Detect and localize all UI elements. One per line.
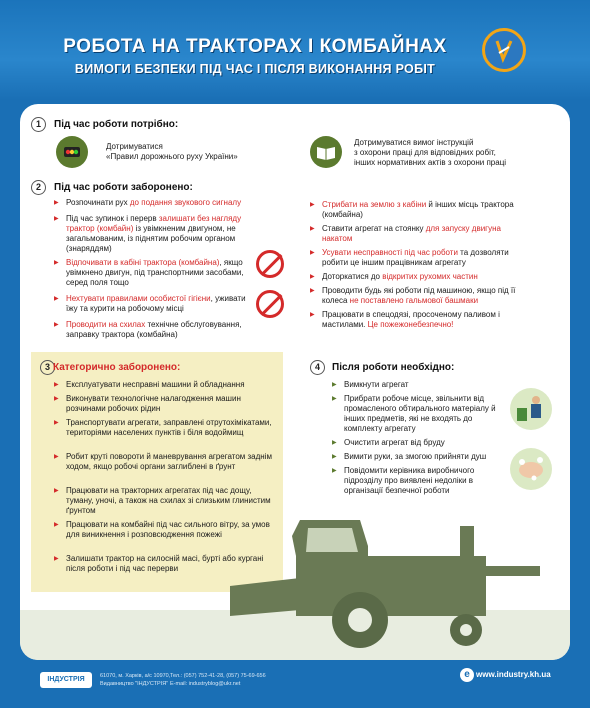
section-4-number: 4 — [310, 360, 325, 375]
section-1-left-line-2: «Правил дорожнього руху України» — [106, 152, 238, 161]
section-4-title: Після роботи необхідно: — [332, 362, 455, 373]
hand-washing-icon — [510, 448, 552, 490]
forbidden-item: ▶ Проводити будь які роботи під машиною, якщо під її колеса не поставлено гальмової башмаки — [310, 286, 532, 306]
footer-address-2: Видавництво "ІНДУСТРІЯ" — [100, 681, 169, 687]
traffic-light-icon — [56, 136, 88, 168]
forbidden-item: ▶ Працювати в спецодязі, просоченому паливом і мастилами. Це пожежонебезпечно! — [310, 310, 532, 330]
section-1-right-line-1: Дотримуватися вимог інструкцій — [354, 138, 474, 147]
book-icon — [310, 136, 342, 168]
footer-phone: Тел.: (057) 752-41-28, (057) 75-69-656 — [170, 673, 266, 679]
forbidden-item: ▶ Нехтувати правилами особистої гігієни, уживати їжу та курити на робочому місці — [54, 294, 251, 314]
list-item: ▶ Повідомити керівника виробничого підрозділу про виявлені недоліки в організації безпечної роботи — [332, 466, 504, 496]
list-item: ▶ Експлуатувати несправні машини й обладнання — [54, 380, 276, 390]
cleaning-worker-icon — [510, 388, 552, 430]
list-item: ▶ Транспортувати агрегати, заправлені отрутохімікатами, територіями населених пунктів і біля водоймищ — [54, 418, 276, 438]
content-panel — [20, 104, 570, 660]
no-eating-sign-icon — [256, 290, 284, 318]
list-item: ▶ Робит круті повороти й маневрування агрегатом заднім ходом, якщо робочі органи заглиблені в ґрунт — [54, 452, 276, 472]
section-1-left-line-1: Дотримуватися — [106, 142, 163, 151]
footer-email: E-mail: industryblog@ukr.net — [170, 681, 241, 687]
forbidden-item: ▶ Ставити агрегат на стоянку для запуску двигуна накатом — [310, 224, 522, 244]
list-item: ▶ Залишати трактор на силосній масі, бурті або кургані після роботи і під час перерви — [54, 554, 276, 574]
forbidden-item: ▶ Усувати несправності під час роботи та дозволяти робити це іншим працівникам агрегату — [310, 248, 532, 268]
page-subtitle: ВИМОГИ БЕЗПЕКИ ПІД ЧАС І ПІСЛЯ ВИКОНАННЯ РОБІТ — [74, 62, 436, 76]
list-item: ▶ Працювати на тракторних агрегатах під час дощу, туману, уночі, а також на схилах зі слизьким глинистим ґрунтом — [54, 486, 276, 516]
website-link[interactable]: www.industry.kh.ua — [476, 670, 551, 679]
brand-logo-icon — [482, 28, 526, 72]
footer-address-1: 61070, м. Харків, а/с 10970, — [100, 673, 171, 679]
section-1-title: Під час роботи потрібно: — [54, 119, 179, 130]
section-3-title: Категорично заборонено: — [53, 362, 181, 373]
section-2-number: 2 — [31, 180, 46, 195]
forbidden-item: ▶ Проводити на схилах технічне обслуговування, заправку трактора (комбайна) — [54, 320, 276, 340]
section-1-right-line-3: інших нормативних актів з охорони праці — [354, 158, 507, 167]
forbidden-item: ▶ Під час зупинок і перерв залишати без нагляду трактор (комбайн) із увімкненим двигуном, не загальмованим, із піднятим робочим органом (знаряддям) — [54, 214, 251, 254]
list-item: ▶ Вимкнути агрегат — [332, 380, 514, 390]
list-item: ▶ Вимити руки, за змогою прийняти душ — [332, 452, 514, 462]
section-2-title: Під час роботи заборонено: — [54, 182, 193, 193]
section-3-number: 3 — [40, 360, 55, 375]
page-title: РОБОТА НА ТРАКТОРАХ І КОМБАЙНАХ — [63, 36, 447, 57]
section-1-right-line-2: з охорони праці для відповідних робіт, — [354, 148, 496, 157]
browser-e-icon: e — [460, 668, 474, 682]
combine-harvester-icon — [20, 506, 570, 660]
list-item: ▶ Виконувати технологічне налагодження машин розчинами робочих рідин — [54, 394, 276, 414]
list-item: ▶ Очистити агрегат від бруду — [332, 438, 514, 448]
list-item: ▶ Прибрати робоче місце, звільнити від промасленого обтирального матеріалу й інших предметів, які не входять до комплекту агрегату — [332, 394, 504, 434]
list-item: ▶ Працювати на комбайні під час сильного вітру, за умов для виникнення і розповсюдження пожежі — [54, 520, 276, 540]
no-sleeping-sign-icon — [256, 250, 284, 278]
forbidden-item: ▶ Стрибати на землю з кабіни й інших місць трактора (комбайна) — [310, 200, 522, 220]
forbidden-item: ▶ Відпочивати в кабіні трактора (комбайна), якщо увімкнено двигун, під транспортними засобами, серед поля тощо — [54, 258, 251, 288]
forbidden-item: ▶ Доторкатися до відкритих рухомих частин — [310, 272, 532, 282]
footer-logo: ІНДУСТРІЯ — [40, 672, 92, 688]
forbidden-item: ▶ Розпочинати рух до подання звукового сигналу — [54, 198, 266, 208]
section-1-number: 1 — [31, 117, 46, 132]
